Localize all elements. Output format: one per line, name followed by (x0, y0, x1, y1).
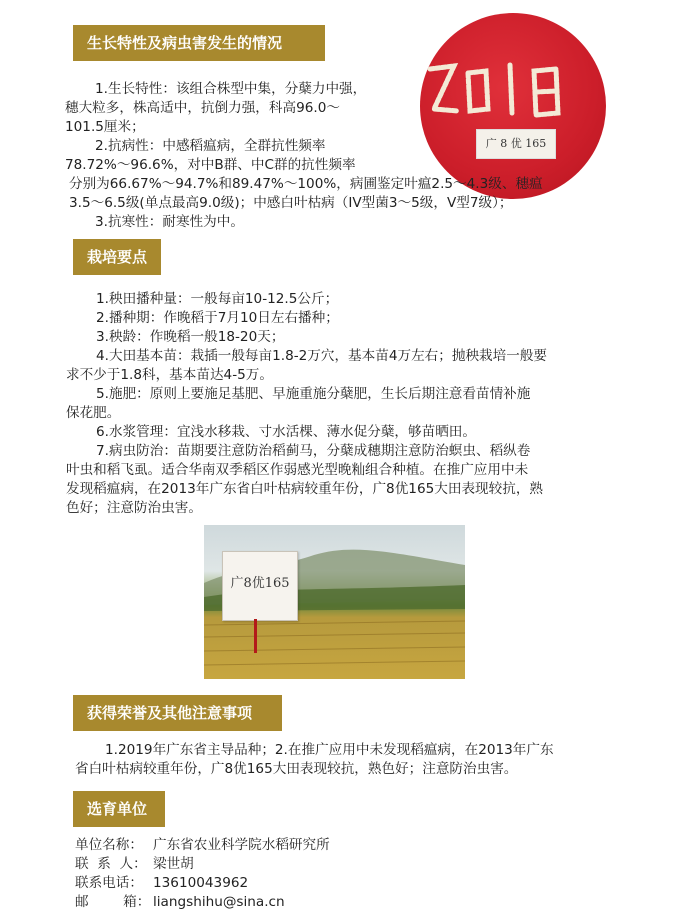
cultivation-line: 6.水浆管理：宜浅水移栽、寸水活棵、薄水促分蘖，够苗晒田。 (96, 424, 476, 440)
traits-line: 1.生长特性：该组合株型中集，分蘖力中强， (95, 81, 367, 97)
cultivation-line: 4.大田基本苗：栽插一般每亩1.8-2万穴，基本苗4万左右；抛秧栽培一般要 (96, 348, 548, 364)
phone-number: 13610043962 (153, 875, 249, 891)
sign-pole (254, 619, 257, 653)
cultivation-line: 叶虫和稻飞虱。适合华南双季稻区作弱感光型晚籼组合种植。在推广应用中未 (66, 462, 529, 478)
section-title-traits: 生长特性及病虫害发生的情况 (73, 25, 325, 61)
cultivation-paragraph (66, 290, 547, 518)
traits-line: 78.72%～96.6%，对中B群、中C群的抗性频率 (65, 157, 356, 173)
unit-name: 广东省农业科学院水稻研究所 (153, 837, 330, 853)
contact-name: 梁世胡 (153, 856, 194, 872)
field-sign-text: 广8优165 (230, 576, 290, 591)
cultivation-line: 色好；注意防治虫害。 (66, 500, 202, 516)
field-photo (204, 525, 465, 679)
section-title-cultivation: 栽培要点 (73, 239, 161, 275)
phone-row (75, 874, 248, 893)
cultivation-line: 5.施肥：原则上要施足基肥、早施重施分蘖肥，生长后期注意看苗情补施 (96, 386, 531, 402)
section-title-honors: 获得荣誉及其他注意事项 (73, 695, 282, 731)
email-label: 邮 箱： (75, 894, 151, 910)
honors-line: 1.2019年广东省主导品种；2.在推广应用中未发现稻瘟病，在2013年广东 (105, 742, 554, 758)
field-sign (222, 551, 298, 621)
honors-paragraph (75, 741, 554, 779)
cultivation-line: 发现稻瘟病，在2013年广东省白叶枯病较重年份，广8优165大田表现较抗，熟 (66, 481, 544, 497)
traits-line: 3.抗寒性：耐寒性为中。 (95, 214, 244, 230)
cultivation-line: 求不少于1.8科，基本苗达4-5万。 (66, 367, 273, 383)
honors-line: 省白叶枯病较重年份，广8优165大田表现较抗，熟色好；注意防治虫害。 (75, 761, 518, 777)
section-title-unit: 选育单位 (73, 791, 165, 827)
cultivation-line: 1.秧田播种量：一般每亩10-12.5公斤； (96, 291, 339, 307)
traits-line: 穗大粒多，株高适中，抗倒力强，科高96.0～ (65, 100, 340, 116)
email-address[interactable]: liangshihu@sina.cn (153, 894, 285, 910)
seed-label: 广 8 优 165 (476, 129, 556, 159)
cultivation-line: 7.病虫防治：苗期要注意防治稻蓟马，分蘖成穗期注意防治螟虫、稻纵卷 (96, 443, 531, 459)
contact-label: 联 系 人： (75, 856, 147, 872)
traits-line: 分别为66.67%～94.7%和89.47%～100%，病圃鉴定叶瘟2.5～4.3级、穗瘟 (69, 176, 543, 192)
cultivation-line: 保花肥。 (66, 405, 121, 421)
traits-line: 3.5～6.5级(单点最高9.0级)；中感白叶枯病（IV型菌3～5级，Ⅴ型7级）； (69, 195, 513, 211)
cultivation-line: 3.秧龄：作晚稻一般18-20天； (96, 329, 285, 345)
contact-row (75, 855, 194, 874)
traits-line: 2.抗病性：中感稻瘟病，全群抗性频率 (95, 138, 326, 154)
traits-paragraph (65, 80, 543, 232)
email-row (75, 893, 285, 912)
unit-name-row (75, 836, 330, 855)
unit-name-label: 单位名称： (75, 837, 143, 853)
cultivation-line: 2.播种期：作晚稻于7月10日左右播种； (96, 310, 339, 326)
traits-line: 101.5厘米； (65, 119, 145, 135)
phone-label: 联系电话： (75, 875, 143, 891)
